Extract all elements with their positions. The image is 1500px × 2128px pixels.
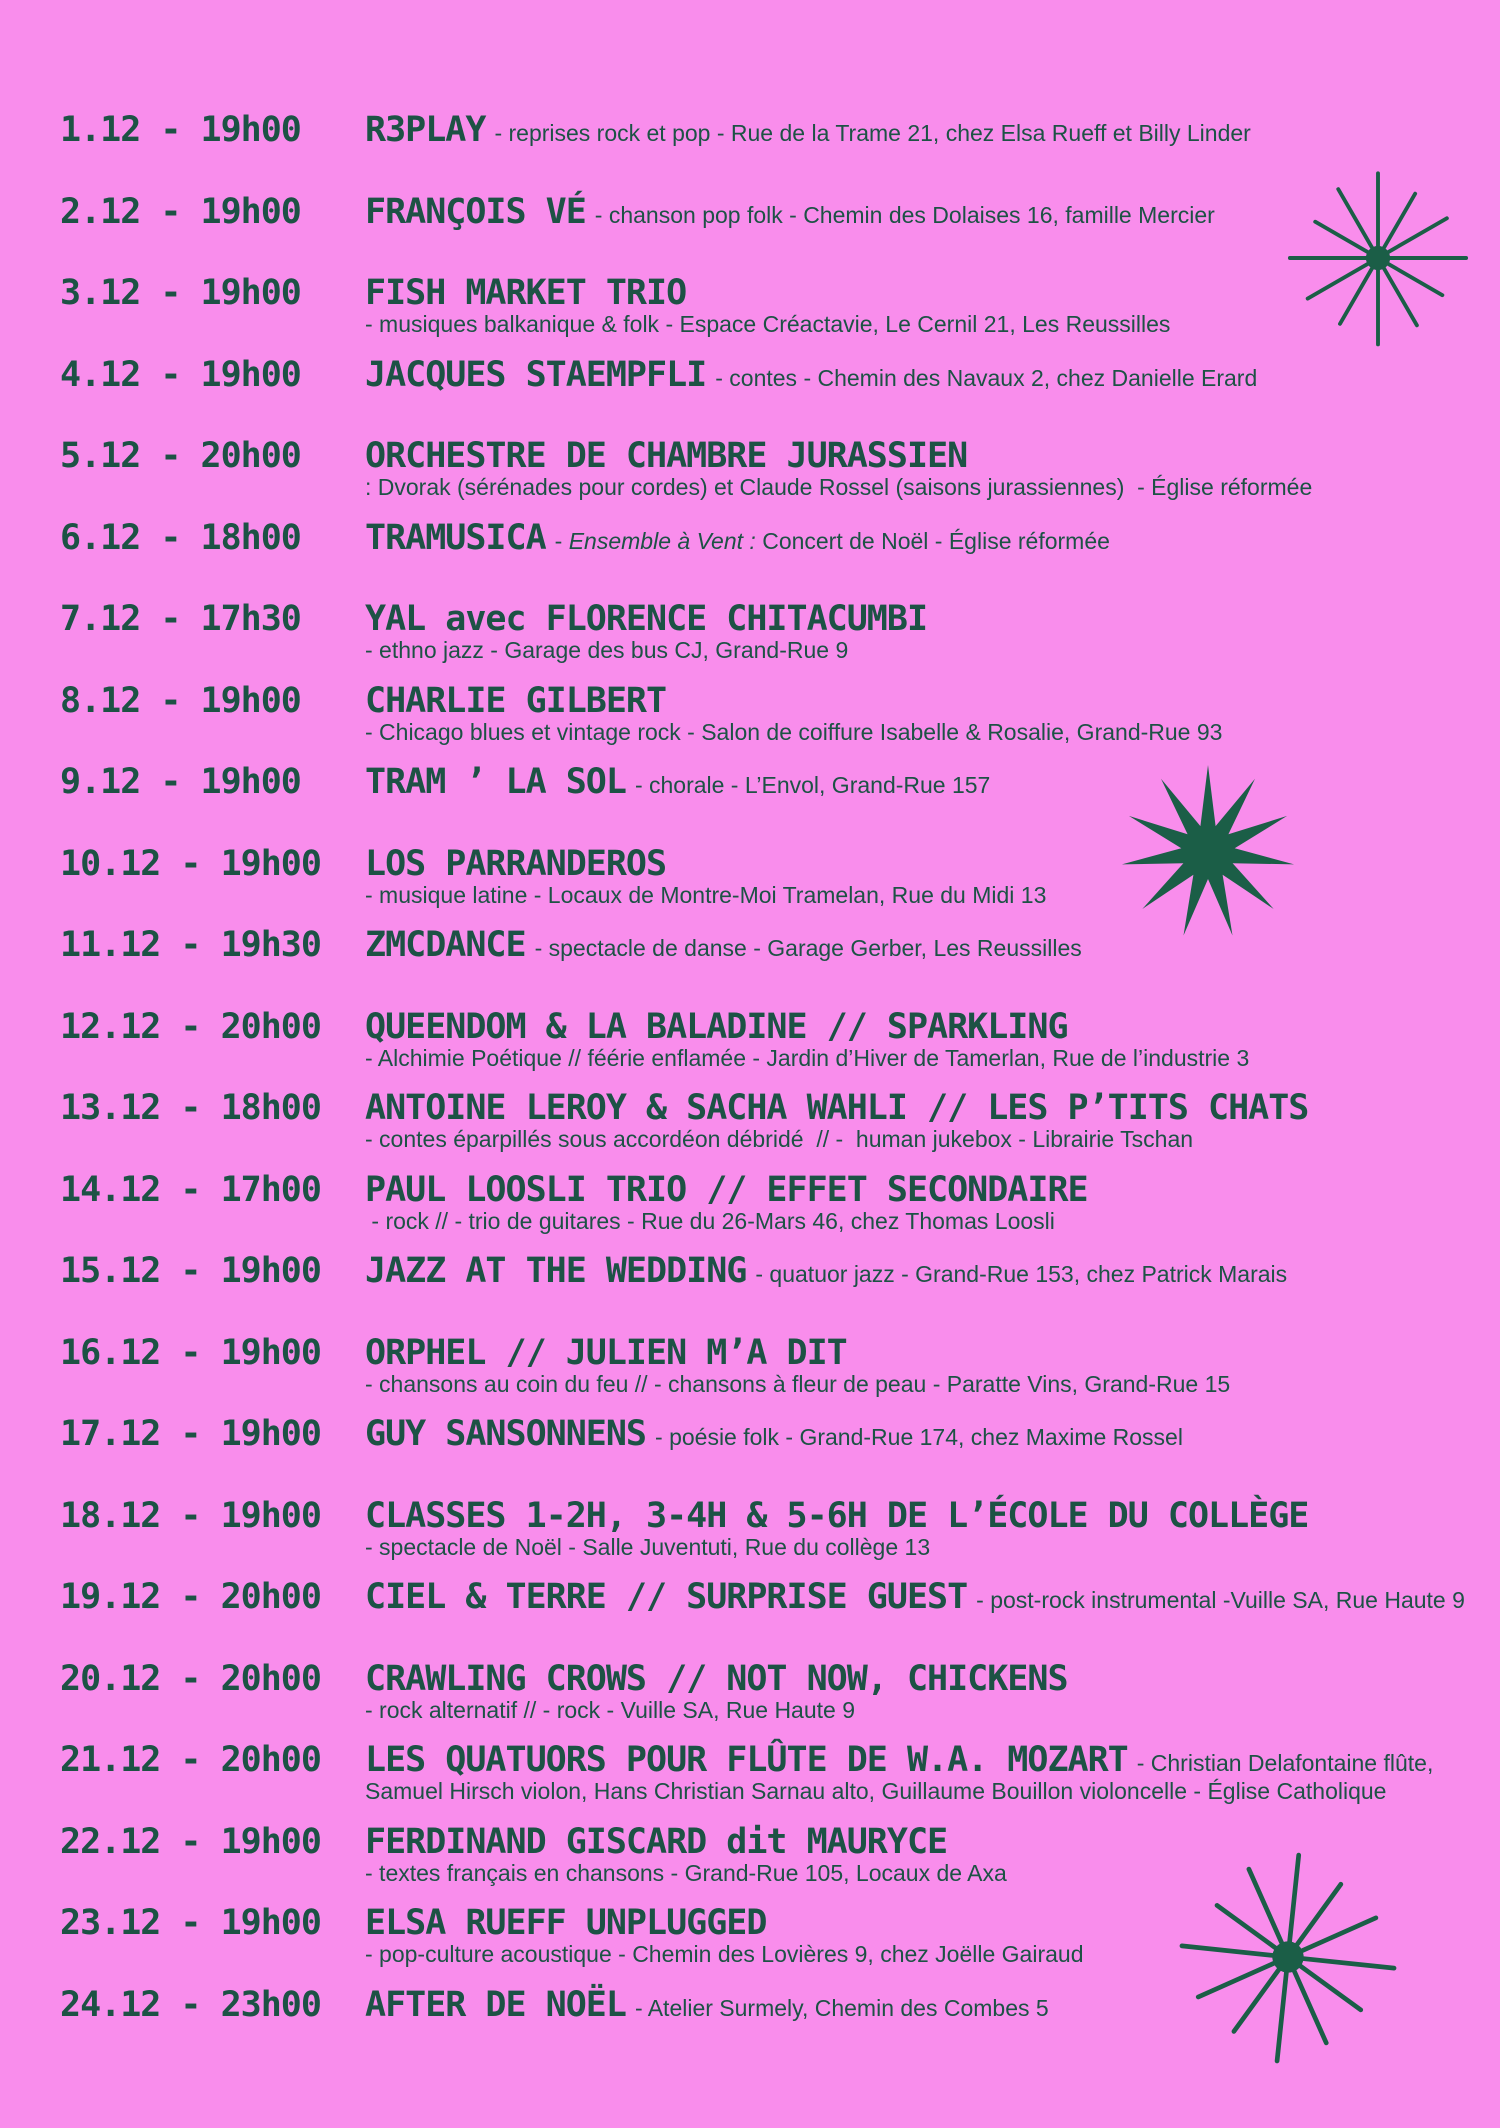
event-row	[0, 192, 1500, 272]
event-date: 7.12 - 17h30	[60, 599, 301, 639]
event-heading	[365, 762, 990, 802]
event-title: GUY SANSONNENS	[365, 1414, 647, 1454]
event-title: PAUL LOOSLI TRIO // EFFET SECONDAIRE	[365, 1170, 1088, 1210]
event-date: 18.12 - 19h00	[60, 1496, 321, 1536]
event-title: YAL avec FLORENCE CHITACUMBI	[365, 599, 928, 639]
event-row	[0, 436, 1500, 516]
event-heading	[365, 1985, 1049, 2025]
event-row	[0, 599, 1500, 679]
event-row	[0, 518, 1500, 598]
event-row	[0, 273, 1500, 353]
event-heading	[365, 355, 1257, 395]
event-detail-text: - chanson pop folk - Chemin des Dolaises 16, famille Mercier	[594, 202, 1215, 228]
event-title: JAZZ AT THE WEDDING	[365, 1251, 747, 1291]
event-date: 5.12 - 20h00	[60, 436, 301, 476]
event-title: ORPHEL // JULIEN M’A DIT	[365, 1333, 847, 1373]
event-row	[0, 1007, 1500, 1087]
event-title: CIEL & TERRE // SURPRISE GUEST	[365, 1577, 968, 1617]
event-row	[0, 762, 1500, 842]
event-heading	[365, 1251, 1287, 1291]
event-detail-inline	[535, 934, 1082, 962]
event-detail-italic: Ensemble à Vent :	[568, 528, 756, 554]
event-detail-line2: - pop-culture acoustique - Chemin des Lovières 9, chez Joëlle Gairaud	[365, 1941, 1084, 1967]
event-detail-text: - contes - Chemin des Navaux 2, chez Danielle Erard	[715, 365, 1258, 391]
event-heading	[365, 1903, 766, 1943]
event-heading	[365, 1659, 1068, 1699]
event-date: 23.12 - 19h00	[60, 1903, 321, 1943]
event-title: ANTOINE LEROY & SACHA WAHLI // LES P’TITS CHATS	[365, 1088, 1309, 1128]
event-row	[0, 1333, 1500, 1413]
event-title: LES QUATUORS POUR FLÛTE DE W.A. MOZART	[365, 1740, 1128, 1780]
event-title: CLASSES 1-2H, 3-4H & 5-6H DE L’ÉCOLE DU COLLÈGE	[365, 1496, 1309, 1536]
event-detail-text: - spectacle de danse - Garage Gerber, Les Reussilles	[534, 935, 1082, 961]
event-row	[0, 1496, 1500, 1576]
event-row	[0, 844, 1500, 924]
event-heading	[365, 844, 666, 884]
event-date: 15.12 - 19h00	[60, 1251, 321, 1291]
event-date: 10.12 - 19h00	[60, 844, 321, 884]
event-heading	[365, 436, 967, 476]
event-title: LOS PARRANDEROS	[365, 844, 667, 884]
event-title: ELSA RUEFF UNPLUGGED	[365, 1903, 767, 1943]
event-date: 6.12 - 18h00	[60, 518, 301, 558]
event-title: TRAM ’ LA SOL	[365, 762, 626, 802]
event-date: 21.12 - 20h00	[60, 1740, 321, 1780]
event-detail-line2: - Alchimie Poétique // féérie enflamée - Jardin d’Hiver de Tamerlan, Rue de l’industrie 3	[365, 1045, 1250, 1071]
event-detail-inline	[1137, 1749, 1434, 1777]
event-heading	[365, 273, 686, 313]
event-heading	[365, 192, 1215, 232]
event-title: CHARLIE GILBERT	[365, 681, 667, 721]
event-detail-inline	[635, 771, 990, 799]
event-detail-line2: - rock // - trio de guitares - Rue du 26-Mars 46, chez Thomas Loosli	[365, 1208, 1055, 1234]
event-detail-line2: - musique latine - Locaux de Montre-Moi Tramelan, Rue du Midi 13	[365, 882, 1047, 908]
event-detail-inline	[655, 1423, 1183, 1451]
event-detail-line2: - chansons au coin du feu // - chansons à fleur de peau - Paratte Vins, Grand-Rue 15	[365, 1371, 1231, 1397]
event-date: 2.12 - 19h00	[60, 192, 301, 232]
event-date: 4.12 - 19h00	[60, 355, 301, 395]
event-row	[0, 925, 1500, 1005]
event-heading	[365, 1414, 1183, 1454]
event-detail-inline	[555, 527, 1110, 555]
event-date: 14.12 - 17h00	[60, 1170, 321, 1210]
event-heading	[365, 1496, 1308, 1536]
event-row	[0, 1659, 1500, 1739]
event-title: R3PLAY	[365, 110, 486, 150]
event-date: 13.12 - 18h00	[60, 1088, 321, 1128]
event-title: CRAWLING CROWS // NOT NOW, CHICKENS	[365, 1659, 1068, 1699]
event-detail-text: - chorale - L’Envol, Grand-Rue 157	[634, 772, 991, 798]
event-date: 16.12 - 19h00	[60, 1333, 321, 1373]
event-detail-line2: - contes éparpillés sous accordéon débridé // - human jukebox - Librairie Tschan	[365, 1126, 1194, 1152]
event-heading	[365, 925, 1082, 965]
event-title: FERDINAND GISCARD dit MAURYCE	[365, 1822, 948, 1862]
event-heading	[365, 1822, 947, 1862]
event-row	[0, 1170, 1500, 1250]
event-row	[0, 1903, 1500, 1983]
event-detail-inline	[755, 1260, 1287, 1288]
event-row	[0, 1251, 1500, 1331]
event-title: TRAMUSICA	[365, 518, 546, 558]
event-detail-line2: - spectacle de Noël - Salle Juventuti, Rue du collège 13	[365, 1534, 931, 1560]
event-heading	[365, 1088, 1308, 1128]
event-detail-prefix: -	[554, 528, 569, 554]
event-row	[0, 1577, 1500, 1657]
event-detail-inline	[976, 1586, 1465, 1614]
event-detail-text: - reprises rock et pop - Rue de la Trame 21, chez Elsa Rueff et Billy Linder	[494, 120, 1251, 146]
event-date: 19.12 - 20h00	[60, 1577, 321, 1617]
event-detail-line2: - rock alternatif // - rock - Vuille SA, Rue Haute 9	[365, 1697, 855, 1723]
event-detail-line2: - Chicago blues et vintage rock - Salon de coiffure Isabelle & Rosalie, Grand-Rue 93	[365, 719, 1223, 745]
event-heading	[365, 681, 666, 721]
event-row	[0, 355, 1500, 435]
event-detail-line2: : Dvorak (sérénades pour cordes) et Claude Rossel (saisons jurassiennes) - Église réformée	[365, 474, 1313, 500]
event-detail-text: - quatuor jazz - Grand-Rue 153, chez Patrick Marais	[755, 1261, 1288, 1287]
event-row	[0, 681, 1500, 761]
event-date: 8.12 - 19h00	[60, 681, 301, 721]
event-heading	[365, 1170, 1088, 1210]
event-date: 17.12 - 19h00	[60, 1414, 321, 1454]
event-detail-text: - post-rock instrumental -Vuille SA, Rue Haute 9	[976, 1587, 1465, 1613]
event-row	[0, 110, 1500, 190]
event-date: 22.12 - 19h00	[60, 1822, 321, 1862]
event-title: JACQUES STAEMPFLI	[365, 355, 707, 395]
event-date: 12.12 - 20h00	[60, 1007, 321, 1047]
event-title: AFTER DE NOËL	[365, 1985, 626, 2025]
event-date: 1.12 - 19h00	[60, 110, 301, 150]
event-detail-text: Concert de Noël - Église réformée	[755, 528, 1110, 554]
event-detail-inline	[595, 201, 1215, 229]
event-date: 3.12 - 19h00	[60, 273, 301, 313]
event-detail-text: - Christian Delafontaine flûte,	[1136, 1750, 1434, 1776]
event-detail-line2: - ethno jazz - Garage des bus CJ, Grand-Rue 9	[365, 637, 849, 663]
event-detail-line2: Samuel Hirsch violon, Hans Christian Sarnau alto, Guillaume Bouillon violoncelle - Église Catholique	[365, 1778, 1387, 1804]
event-detail-line2: - textes français en chansons - Grand-Rue 105, Locaux de Axa	[365, 1860, 1007, 1886]
event-date: 9.12 - 19h00	[60, 762, 301, 802]
event-heading	[365, 1007, 1068, 1047]
event-detail-line2: - musiques balkanique & folk - Espace Créactavie, Le Cernil 21, Les Reussilles	[365, 311, 1171, 337]
event-heading	[365, 110, 1251, 150]
event-row	[0, 1088, 1500, 1168]
event-title: ZMCDANCE	[365, 925, 526, 965]
event-title: FRANÇOIS VÉ	[365, 192, 586, 232]
event-detail-inline	[715, 364, 1257, 392]
event-date: 24.12 - 23h00	[60, 1985, 321, 2025]
event-row	[0, 1822, 1500, 1902]
event-date: 11.12 - 19h30	[60, 925, 321, 965]
event-detail-inline	[494, 119, 1250, 147]
event-detail-text: - Atelier Surmely, Chemin des Combes 5	[634, 1995, 1049, 2021]
event-date: 20.12 - 20h00	[60, 1659, 321, 1699]
event-heading	[365, 1333, 847, 1373]
event-row	[0, 1985, 1500, 2065]
event-title: ORCHESTRE DE CHAMBRE JURASSIEN	[365, 436, 968, 476]
event-heading	[365, 1577, 1465, 1617]
event-detail-text: - poésie folk - Grand-Rue 174, chez Maxime Rossel	[655, 1424, 1183, 1450]
event-heading	[365, 1740, 1433, 1780]
event-row	[0, 1414, 1500, 1494]
event-title: QUEENDOM & LA BALADINE // SPARKLING	[365, 1007, 1068, 1047]
event-heading	[365, 518, 1110, 558]
event-title: FISH MARKET TRIO	[365, 273, 687, 313]
event-detail-inline	[635, 1994, 1049, 2022]
event-row	[0, 1740, 1500, 1820]
event-heading	[365, 599, 927, 639]
